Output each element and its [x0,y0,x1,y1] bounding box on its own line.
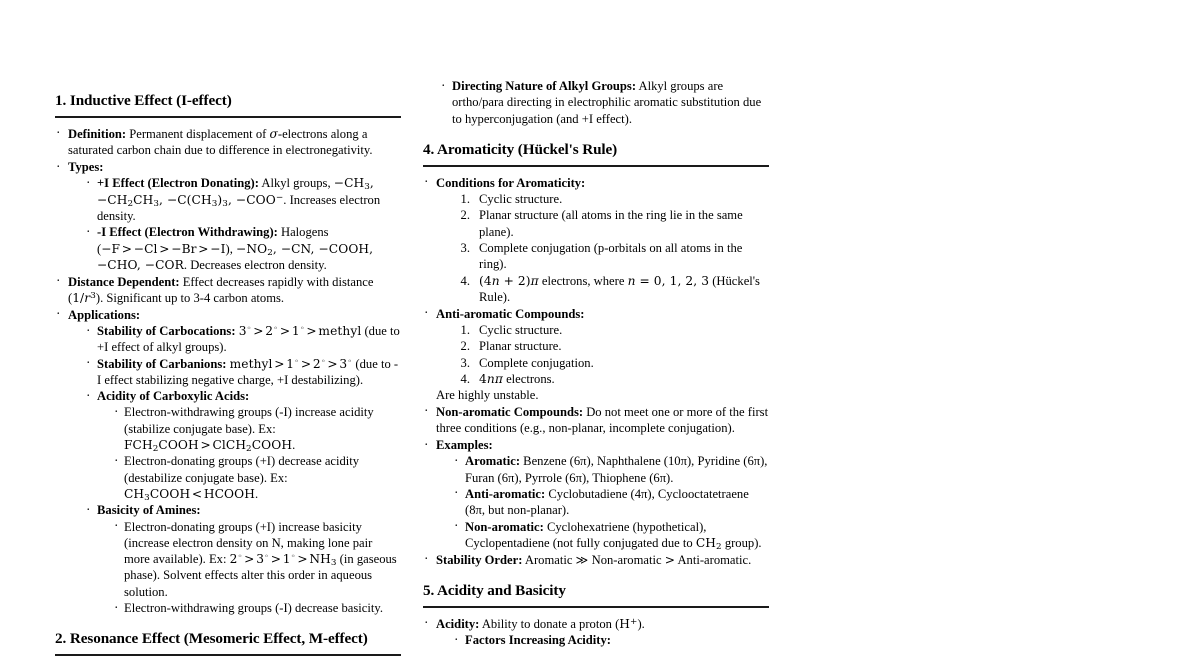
applications-label: Applications: [68,307,141,322]
conditions-numbered-list [436,191,769,305]
acidity-carboxylic-sublist [97,404,401,502]
edg-basicity-text-b: (in gaseous phase). Solvent effects alter this order in aqueous solution. [124,552,397,599]
page-title-section-2: 2. Resonance Effect (Mesomeric Effect, M-effect) [55,630,401,656]
plus-i-formula-1: $-CH_3$, [333,176,374,193]
carbanions-text: (due to -I effect stabilizing negative charge, +I destabilizing). [97,356,399,387]
list-item-edg-increase-basicity [114,519,401,600]
nonaromatic-label: Non-aromatic Compounds: [436,404,584,419]
antiaromatic-ex-label: Anti-aromatic: [465,486,546,501]
section-4-heading-block [423,141,769,167]
huckel-formula: (4n + 2)π [479,273,539,288]
section-5-heading-block [423,582,769,608]
section-4-list [423,175,769,568]
antiaromatic-item-1: Cyclic structure. [479,323,563,337]
carbocations-text: (due to +I effect of alkyl groups). [97,324,400,355]
list-item-acidity-carboxylic-acids [86,388,401,502]
list-item-edg-decrease-acidity [114,453,401,502]
edg-acidity-formula: $CH_3COOH$ < HCOOH [124,486,255,503]
section-3-tail-list [423,78,769,127]
page-title-section-1: 1. Inductive Effect (I-effect) [55,92,401,118]
antiaromatic-label: Anti-aromatic Compounds: [436,306,585,321]
list-item-acidity [423,616,769,649]
acidity-carboxylic-label: Acidity of Carboxylic Acids: [97,389,250,404]
plus-i-text-a: Alkyl groups, [258,176,334,191]
section-1-list [55,126,401,616]
list-item-directing-nature [441,78,769,127]
page-title-section-5: 5. Acidity and Basicity [423,582,769,608]
conditions-label: Conditions for Aromaticity: [436,175,586,190]
list-item-minus-i-effect [86,224,401,273]
list-item-nonaromatic-compounds [423,404,769,437]
types-sublist [68,175,401,273]
ewg-acidity-text-b: . [292,438,296,453]
acidity-text-b: ). [637,616,645,631]
carbanions-formula: methyl > 1◦ > 2◦ > 3◦ [229,355,353,371]
list-item-definition [55,126,401,159]
aromatic-ex-text: Benzene (6π), Naphthalene (10π), Pyridine (6π), Furan (6π), Pyrrole (6π), Thiophene (6π). [465,454,768,485]
definition-label: Definition: [68,126,127,141]
ewg-acidity-text-a: Electron-withdrawing groups (-I) increase acidity (stabilize conjugate base). Ex: [124,405,374,436]
stability-order-label: Stability Order: [436,552,523,567]
carbocations-formula: 3◦ > 2◦ > 1◦ > methyl [238,322,362,338]
list-item-applications [55,307,401,617]
two-column-layout [55,78,1136,648]
list-item-nonaromatic-examples [454,519,769,552]
cond-4-text-a: electrons, where [538,273,628,288]
list-item-stability-order [423,552,769,568]
directing-label: Directing Nature of Alkyl Groups: [452,79,637,93]
list-item-ewg-increase-acidity [114,404,401,453]
minus-i-formula-2: $-NO_2$, −CN, −COOH, −CHO, −COR [97,241,374,272]
distance-text-b: ). Significant up to 3-4 carbon atoms. [95,290,285,305]
list-item-basicity-amines [86,502,401,616]
ewg-acidity-formula: $FCH_2COOH$ > ClCH$_2$COOH [124,438,293,454]
basicity-amines-label: Basicity of Amines: [97,503,201,518]
plus-i-label: +I Effect (Electron Donating): [97,176,259,191]
examples-sublist [436,453,769,551]
stability-order-text: Aromatic ≫ Non-aromatic > Anti-aromatic. [524,552,752,567]
carbanions-label: Stability of Carbanions: [97,356,227,371]
basicity-amines-sublist [97,519,401,617]
list-item-stability-carbanions [86,356,401,389]
antiaromatic-item-2: Planar structure. [479,339,562,354]
anti-4-text: electrons. [502,371,555,386]
acidity-label: Acidity: [436,616,480,631]
list-item-antiaromatic-compounds [423,306,769,404]
list-item-aromatic-examples [454,453,769,486]
ewg-basicity-text: Electron-withdrawing groups (-I) decrease basicity. [124,601,384,616]
acidity-text-a: Ability to donate a proton ( [479,616,620,631]
list-item-distance-dependent [55,274,401,307]
plus-i-text-b: . Increases electron density. [97,192,381,223]
distance-text-a: Effect decreases rapidly with distance ( [68,274,374,305]
list-item-plus-i-effect [86,175,401,224]
antiaromatic-item-3: Complete conjugation. [479,355,594,370]
carbocations-label: Stability of Carbocations: [97,324,236,338]
condition-item-3: Complete conjugation (p-orbitals on all atoms in the ring). [479,241,743,272]
acidity-sublist [436,632,769,648]
antiaromatic-numbered-list [436,322,769,387]
edg-basicity-formula: $2^◦ > 3^◦ > 1^◦ > NH_3$ [229,551,337,569]
minus-i-text-b: ), [225,241,237,256]
page-title-section-4: 4. Aromaticity (Hückel's Rule) [423,141,769,167]
section-1-heading-block [55,92,401,118]
list-item-antiaromatic-examples [454,486,769,519]
applications-sublist [68,323,401,616]
antiaromatic-item-4 [452,371,769,387]
condition-item-4 [452,273,769,306]
sigma-symbol: σ [269,126,278,141]
minus-i-text-a: Halogens ( [97,225,329,256]
distance-formula: $1/r^3$ [72,290,96,305]
edg-acidity-text-a: Electron-donating groups (+I) decrease acidity (destabilize conjugate base). Ex: [124,454,360,485]
condition-item-2: Planar structure (all atoms in the ring lie in the same plane). [479,208,743,239]
list-item-factors-increasing-acidity [454,632,769,648]
directing-text: Alkyl groups are ortho/para directing in electrophilic aromatic substitution due to hyperconjugation (and +I effect). [452,79,762,126]
section-2-heading-block [55,630,401,656]
definition-text-a: Permanent displacement of [126,126,270,141]
nonaromatic-ex-label: Non-aromatic: [465,519,544,534]
condition-item-1: Cyclic structure. [479,192,563,207]
list-item-conditions-aromaticity [423,175,769,305]
ch2-formula: $CH_2$ [695,535,722,552]
proton-formula: H+ [619,616,638,631]
minus-i-label: -I Effect (Electron Withdrawing): [97,225,278,240]
minus-i-formula-1: −F > −Cl > −Br > −I [101,241,226,256]
edg-acidity-text-b: . [254,486,259,501]
nonaromatic-ex-text-a: Cyclohexatriene (hypothetical), Cyclopentadiene (not fully conjugated due to [465,519,707,550]
antiaromatic-ex-text: Cyclobutadiene (4π), Cyclooctatetraene (8π, but non-planar). [465,486,749,518]
nonaromatic-ex-text-b: group). [721,535,762,550]
cond-4-text-b: (Hückel's Rule). [479,273,760,304]
huckel-n-values: n = 0, 1, 2, 3 [627,273,710,288]
left-column [55,78,401,648]
list-item-stability-carbocations [86,323,401,356]
edg-basicity-text-a: Electron-donating groups (+I) increase basicity (increase electron density on N, making lone pair more available). Ex: [124,519,373,567]
antiaromatic-note: Are highly unstable. [436,388,539,403]
factors-increasing-label: Factors Increasing Acidity: [465,633,611,648]
plus-i-formula-2: $-CH_2CH_3$, $-C(CH_3)_3$, −COO− [97,192,284,209]
list-item-types [55,159,401,273]
definition-text-b: -electrons along a saturated carbon chain due to difference in electronegativity. [68,126,373,158]
list-item-examples [423,437,769,551]
aromatic-ex-label: Aromatic: [465,454,521,469]
four-n-pi-formula: 4nπ [479,371,503,386]
section-5-list [423,616,769,649]
list-item-ewg-decrease-basicity [114,600,401,616]
right-column [423,78,769,648]
examples-label: Examples: [436,438,493,453]
minus-i-text-c: . Decreases electron density. [183,257,327,272]
distance-label: Distance Dependent: [68,274,180,289]
nonaromatic-text: Do not meet one or more of the first three conditions (e.g., non-planar, incomplete conjugation). [436,404,769,436]
types-label: Types: [68,160,104,175]
